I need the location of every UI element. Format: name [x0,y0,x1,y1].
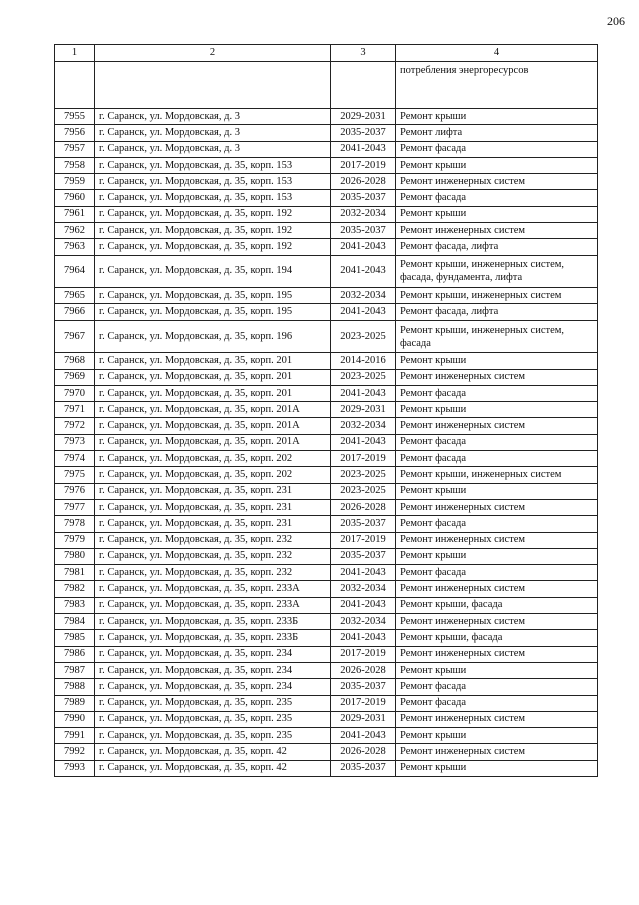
cell-num: 7956 [55,125,95,141]
cell-address: г. Саранск, ул. Мордовская, д. 35, корп. 232 [95,565,331,581]
cell-address: г. Саранск, ул. Мордовская, д. 35, корп. 235 [95,728,331,744]
cell-period: 2023-2025 [331,320,396,353]
cell-period: 2035-2037 [331,679,396,695]
cell-num: 7979 [55,532,95,548]
table-row [55,288,598,304]
cell-period: 2041-2043 [331,385,396,401]
table-row [55,744,598,760]
table-row [55,255,598,288]
cell-work: Ремонт крыши, инженерных систем [396,288,598,304]
cell-work: Ремонт фасада, лифта [396,304,598,320]
cell-work: потребления энергоресурсов [396,62,598,109]
cell-num: 7976 [55,483,95,499]
page-number: 206 [607,14,625,28]
cell-num: 7961 [55,206,95,222]
cell-work: Ремонт инженерных систем [396,369,598,385]
table-header [55,45,598,62]
table-row [55,467,598,483]
table-row [55,728,598,744]
table-row [55,304,598,320]
table-row [55,223,598,239]
cell-work: Ремонт крыши, инженерных систем [396,467,598,483]
cell-period: 2023-2025 [331,483,396,499]
cell-period: 2032-2034 [331,206,396,222]
cell-work: Ремонт инженерных систем [396,581,598,597]
cell-period: 2032-2034 [331,418,396,434]
cell-address: г. Саранск, ул. Мордовская, д. 35, корп. 234 [95,646,331,662]
cell-address: г. Саранск, ул. Мордовская, д. 35, корп. 195 [95,304,331,320]
cell-work: Ремонт инженерных систем [396,499,598,515]
cell-work: Ремонт крыши, фасада [396,630,598,646]
cell-address: г. Саранск, ул. Мордовская, д. 35, корп. 153 [95,174,331,190]
table-row [55,565,598,581]
cell-address: г. Саранск, ул. Мордовская, д. 35, корп. 201 [95,369,331,385]
cell-num: 7968 [55,353,95,369]
table-row [55,451,598,467]
continuation-row [55,62,598,109]
cell-address: г. Саранск, ул. Мордовская, д. 35, корп. 192 [95,206,331,222]
cell-work: Ремонт фасада [396,679,598,695]
cell-num: 7983 [55,597,95,613]
cell-work: Ремонт крыши, фасада [396,597,598,613]
table-row [55,614,598,630]
table-row [55,141,598,157]
table-row [55,320,598,353]
cell-num: 7993 [55,760,95,776]
cell-address: г. Саранск, ул. Мордовская, д. 35, корп. 201А [95,418,331,434]
table-row [55,174,598,190]
cell-num: 7986 [55,646,95,662]
cell-num: 7989 [55,695,95,711]
table-row [55,190,598,206]
cell-work: Ремонт крыши [396,662,598,678]
cell-work: Ремонт крыши [396,548,598,564]
cell-work: Ремонт фасада [396,141,598,157]
cell-address: г. Саранск, ул. Мордовская, д. 35, корп. 192 [95,223,331,239]
cell-address: г. Саранск, ул. Мордовская, д. 35, корп. 235 [95,695,331,711]
cell-work: Ремонт инженерных систем [396,614,598,630]
cell-period: 2035-2037 [331,548,396,564]
cell-work: Ремонт крыши [396,760,598,776]
cell-period: 2026-2028 [331,174,396,190]
cell-work: Ремонт фасада [396,695,598,711]
cell-period: 2017-2019 [331,646,396,662]
table-row [55,760,598,776]
cell-address: г. Саранск, ул. Мордовская, д. 35, корп. 201 [95,353,331,369]
cell-num: 7964 [55,255,95,288]
cell-work: Ремонт крыши [396,109,598,125]
table-row [55,483,598,499]
cell-period: 2041-2043 [331,434,396,450]
cell-period: 2026-2028 [331,499,396,515]
cell-period: 2026-2028 [331,744,396,760]
cell-period: 2041-2043 [331,239,396,255]
cell-address: г. Саранск, ул. Мордовская, д. 3 [95,141,331,157]
cell-period: 2029-2031 [331,711,396,727]
cell-address: г. Саранск, ул. Мордовская, д. 35, корп. 231 [95,483,331,499]
cell-num: 7992 [55,744,95,760]
cell-address: г. Саранск, ул. Мордовская, д. 35, корп. 202 [95,467,331,483]
cell-num: 7984 [55,614,95,630]
cell-num: 7991 [55,728,95,744]
cell-num: 7988 [55,679,95,695]
cell-num: 7974 [55,451,95,467]
cell-work: Ремонт фасада [396,190,598,206]
cell-period: 2032-2034 [331,614,396,630]
table-row [55,597,598,613]
column-header-address: 2 [95,45,331,62]
registry-table [54,44,598,777]
cell-work: Ремонт крыши, инженерных систем, фасада, фундамента, лифта [396,255,598,288]
cell-num: 7975 [55,467,95,483]
cell-period: 2029-2031 [331,402,396,418]
table-row [55,418,598,434]
cell-num: 7972 [55,418,95,434]
cell-num: 7981 [55,565,95,581]
table-row [55,109,598,125]
cell-work: Ремонт фасада [396,565,598,581]
cell-address: г. Саранск, ул. Мордовская, д. 35, корп. 231 [95,499,331,515]
cell-period: 2017-2019 [331,695,396,711]
cell-num: 7977 [55,499,95,515]
cell-work: Ремонт фасада, лифта [396,239,598,255]
cell-period: 2032-2034 [331,288,396,304]
cell-work: Ремонт фасада [396,451,598,467]
cell-address: г. Саранск, ул. Мордовская, д. 35, корп. 192 [95,239,331,255]
cell-address: г. Саранск, ул. Мордовская, д. 35, корп. 42 [95,744,331,760]
table-row [55,711,598,727]
cell-work: Ремонт фасада [396,385,598,401]
cell-address: г. Саранск, ул. Мордовская, д. 35, корп. 233Б [95,630,331,646]
cell-work: Ремонт инженерных систем [396,418,598,434]
cell-num: 7960 [55,190,95,206]
cell-address: г. Саранск, ул. Мордовская, д. 35, корп. 232 [95,532,331,548]
cell-period: 2041-2043 [331,304,396,320]
table-body [55,62,598,777]
cell-work: Ремонт инженерных систем [396,646,598,662]
cell-address: г. Саранск, ул. Мордовская, д. 3 [95,125,331,141]
cell-period: 2041-2043 [331,597,396,613]
cell-num: 7970 [55,385,95,401]
cell-num: 7966 [55,304,95,320]
cell-period: 2041-2043 [331,255,396,288]
cell-address: г. Саранск, ул. Мордовская, д. 35, корп. 201А [95,434,331,450]
cell-work: Ремонт инженерных систем [396,532,598,548]
cell-period: 2017-2019 [331,451,396,467]
table-row [55,402,598,418]
table-row [55,646,598,662]
cell-work: Ремонт фасада [396,516,598,532]
table-row [55,532,598,548]
column-header-period: 3 [331,45,396,62]
cell-period: 2023-2025 [331,467,396,483]
cell-num: 7967 [55,320,95,353]
cell-period: 2035-2037 [331,125,396,141]
cell-num: 7965 [55,288,95,304]
cell-num: 7990 [55,711,95,727]
cell-address: г. Саранск, ул. Мордовская, д. 35, корп. 201 [95,385,331,401]
cell-work: Ремонт крыши [396,483,598,499]
cell-address: г. Саранск, ул. Мордовская, д. 35, корп. 202 [95,451,331,467]
cell-work: Ремонт лифта [396,125,598,141]
cell-num: 7978 [55,516,95,532]
cell-work: Ремонт инженерных систем [396,223,598,239]
cell-num: 7987 [55,662,95,678]
cell-address [95,62,331,109]
cell-period: 2041-2043 [331,728,396,744]
cell-address: г. Саранск, ул. Мордовская, д. 35, корп. 201А [95,402,331,418]
cell-num: 7982 [55,581,95,597]
cell-period: 2041-2043 [331,630,396,646]
table-row [55,499,598,515]
table-row [55,353,598,369]
cell-num: 7962 [55,223,95,239]
cell-address: г. Саранск, ул. Мордовская, д. 3 [95,109,331,125]
cell-work: Ремонт инженерных систем [396,744,598,760]
cell-work: Ремонт крыши [396,353,598,369]
table-row [55,695,598,711]
cell-address: г. Саранск, ул. Мордовская, д. 35, корп. 234 [95,679,331,695]
table-row [55,206,598,222]
cell-work: Ремонт крыши, инженерных систем, фасада [396,320,598,353]
cell-address: г. Саранск, ул. Мордовская, д. 35, корп. 234 [95,662,331,678]
cell-work: Ремонт крыши [396,402,598,418]
cell-address: г. Саранск, ул. Мордовская, д. 35, корп. 153 [95,190,331,206]
cell-period: 2023-2025 [331,369,396,385]
cell-work: Ремонт инженерных систем [396,711,598,727]
cell-num: 7973 [55,434,95,450]
table-row [55,516,598,532]
cell-num: 7969 [55,369,95,385]
cell-num: 7971 [55,402,95,418]
cell-num: 7959 [55,174,95,190]
cell-address: г. Саранск, ул. Мордовская, д. 35, корп. 232 [95,548,331,564]
table-row [55,548,598,564]
cell-num: 7963 [55,239,95,255]
cell-address: г. Саранск, ул. Мордовская, д. 35, корп. 233А [95,581,331,597]
cell-work: Ремонт крыши [396,728,598,744]
column-header-num: 1 [55,45,95,62]
cell-work: Ремонт крыши [396,206,598,222]
cell-period: 2029-2031 [331,109,396,125]
cell-num: 7985 [55,630,95,646]
cell-period: 2035-2037 [331,516,396,532]
cell-num: 7980 [55,548,95,564]
cell-num [55,62,95,109]
cell-period: 2035-2037 [331,190,396,206]
cell-period: 2014-2016 [331,353,396,369]
cell-address: г. Саранск, ул. Мордовская, д. 35, корп. 233Б [95,614,331,630]
cell-period: 2041-2043 [331,565,396,581]
table-row [55,385,598,401]
cell-period: 2041-2043 [331,141,396,157]
table-row [55,125,598,141]
table-row [55,581,598,597]
cell-address: г. Саранск, ул. Мордовская, д. 35, корп. 42 [95,760,331,776]
column-header-work: 4 [396,45,598,62]
cell-num: 7958 [55,157,95,173]
table-row [55,434,598,450]
cell-address: г. Саранск, ул. Мордовская, д. 35, корп. 194 [95,255,331,288]
table-row [55,630,598,646]
cell-period: 2026-2028 [331,662,396,678]
cell-period: 2032-2034 [331,581,396,597]
cell-address: г. Саранск, ул. Мордовская, д. 35, корп. 196 [95,320,331,353]
cell-work: Ремонт крыши [396,157,598,173]
cell-address: г. Саранск, ул. Мордовская, д. 35, корп. 195 [95,288,331,304]
cell-period: 2035-2037 [331,760,396,776]
table-row [55,679,598,695]
cell-address: г. Саранск, ул. Мордовская, д. 35, корп. 235 [95,711,331,727]
cell-address: г. Саранск, ул. Мордовская, д. 35, корп. 153 [95,157,331,173]
cell-period: 2017-2019 [331,157,396,173]
table-row [55,662,598,678]
table-row [55,369,598,385]
cell-address: г. Саранск, ул. Мордовская, д. 35, корп. 231 [95,516,331,532]
cell-period [331,62,396,109]
cell-num: 7955 [55,109,95,125]
cell-work: Ремонт инженерных систем [396,174,598,190]
cell-period: 2017-2019 [331,532,396,548]
table-row [55,239,598,255]
cell-num: 7957 [55,141,95,157]
cell-period: 2035-2037 [331,223,396,239]
table-row [55,157,598,173]
cell-address: г. Саранск, ул. Мордовская, д. 35, корп. 233А [95,597,331,613]
cell-work: Ремонт фасада [396,434,598,450]
